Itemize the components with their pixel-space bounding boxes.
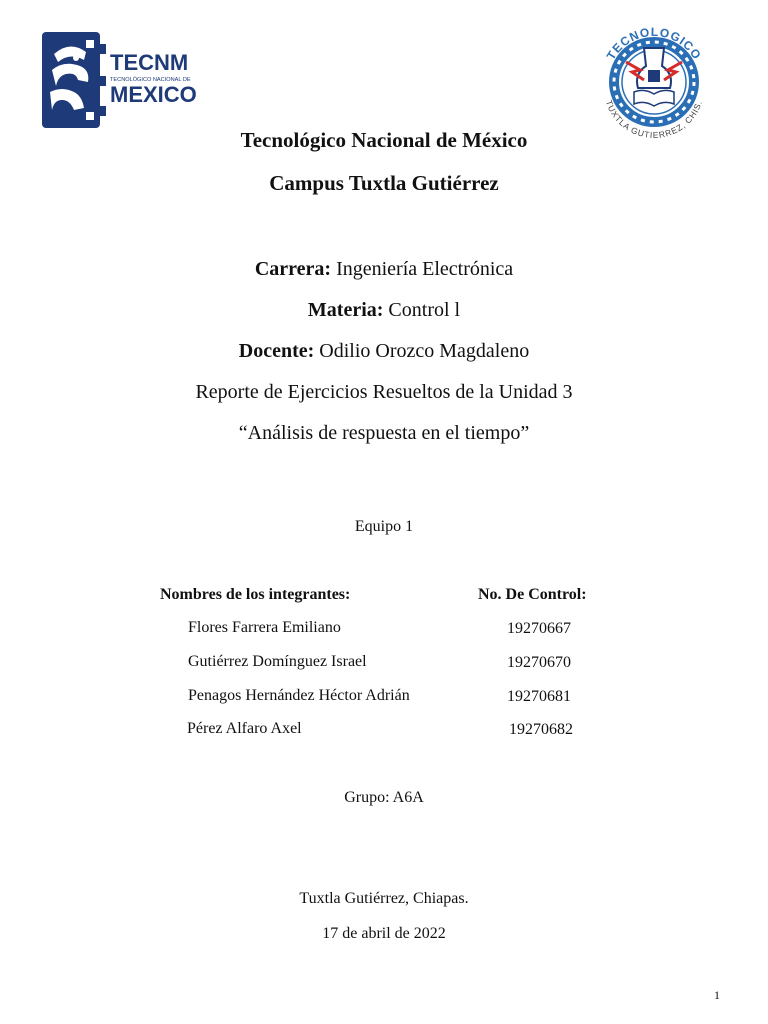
date-line: 17 de abril de 2022 bbox=[322, 925, 446, 942]
member-name: Gutiérrez Domínguez Israel bbox=[188, 653, 367, 670]
member-control-number: 19270670 bbox=[507, 654, 571, 671]
place-line: Tuxtla Gutiérrez, Chiapas. bbox=[299, 890, 469, 907]
itt-seal-icon bbox=[590, 18, 718, 146]
team-name: Equipo 1 bbox=[354, 518, 414, 535]
report-title: Reporte de Ejercicios Resueltos de la Unidad 3 bbox=[195, 381, 573, 403]
page-number: 1 bbox=[714, 988, 720, 1002]
itt-seal-bottom-text: TUXTLA GUTIERREZ, CHIS. bbox=[603, 98, 705, 141]
member-name: Flores Farrera Emiliano bbox=[188, 619, 341, 636]
carrera-line bbox=[0, 258, 768, 281]
member-name: Pérez Alfaro Axel bbox=[187, 720, 302, 737]
materia-line bbox=[0, 299, 768, 322]
tecnm-emblem-icon bbox=[40, 30, 200, 130]
carrera-value: Ingeniería Electrónica bbox=[336, 258, 514, 280]
member-control-number: 19270681 bbox=[507, 688, 571, 705]
materia-value: Control l bbox=[388, 299, 461, 321]
institution-title: Tecnológico Nacional de México bbox=[240, 128, 528, 152]
docente-label: Docente: bbox=[238, 340, 315, 362]
group-label: Grupo: A6A bbox=[344, 789, 424, 806]
campus-title: Campus Tuxtla Gutiérrez bbox=[269, 171, 499, 195]
docente-line bbox=[0, 340, 768, 363]
tecnm-logo-country: MEXICO bbox=[110, 82, 197, 107]
member-control-number: 19270667 bbox=[507, 620, 571, 637]
docente-value: Odilio Orozco Magdaleno bbox=[319, 340, 530, 362]
members-names-header: Nombres de los integrantes: bbox=[160, 586, 351, 603]
carrera-label: Carrera: bbox=[254, 258, 332, 280]
tecnm-logo-name: TECNM bbox=[110, 50, 189, 75]
members-control-header: No. De Control: bbox=[478, 586, 587, 603]
materia-label: Materia: bbox=[307, 299, 384, 321]
tecnm-logo-subtitle: TECNOLÓGICO NACIONAL DE bbox=[110, 77, 191, 83]
itt-seal-top-text: TECNOLOGICO bbox=[603, 24, 705, 63]
tecnm-logo bbox=[40, 30, 200, 130]
member-control-number: 19270682 bbox=[509, 721, 573, 738]
report-topic: “Análisis de respuesta en el tiempo” bbox=[238, 422, 530, 444]
itt-seal-logo bbox=[590, 18, 718, 146]
member-name: Penagos Hernández Héctor Adrián bbox=[188, 687, 410, 704]
